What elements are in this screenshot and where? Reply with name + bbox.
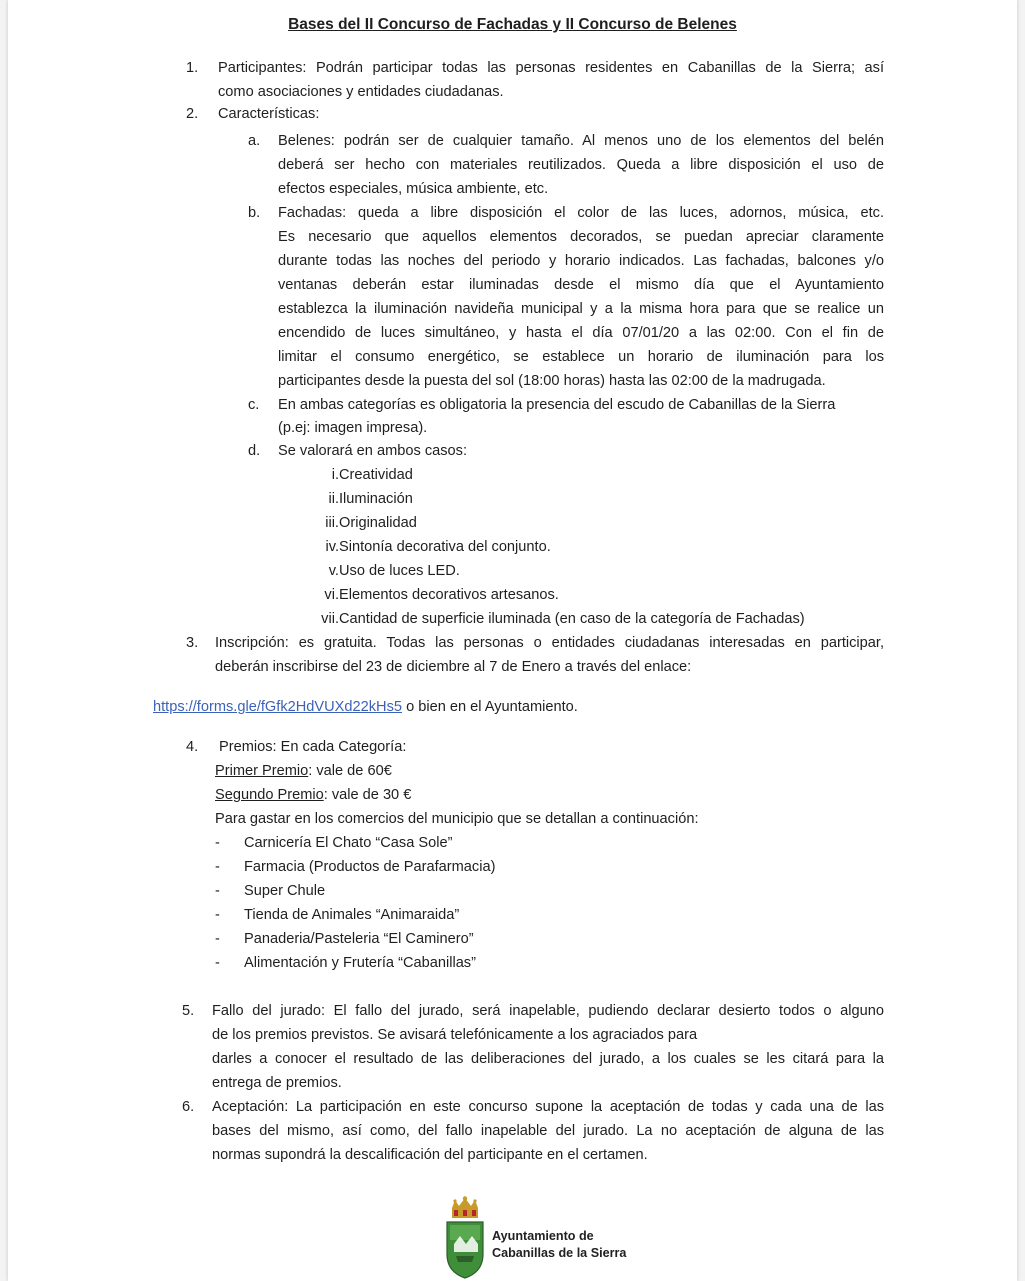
sub-item-b-line: Fachadas: queda a libre disposición el color de las luces, adornos, música, etc. [278,205,884,221]
coat-of-arms-icon [442,1196,488,1280]
municipality-name [492,1228,626,1262]
shop-item: Alimentación y Frutería “Cabanillas” [244,955,476,971]
item-6-line: bases del mismo, así como, del fallo inapelable del jurado. La no aceptación de alguna de las [212,1123,884,1139]
sub-item-c-line: (p.ej: imagen impresa). [278,420,428,436]
sub-item-b-line: participantes desde la puesta del sol (18:00 horas) hasta las 02:00 de la madrugada. [278,373,826,389]
item-5-line: darles a conocer el resultado de las deliberaciones del jurado, a los cuales se les citará para la [212,1051,884,1067]
item-1-line: Participantes: Podrán participar todas las personas residentes en Cabanillas de la Sierra; así [218,60,884,76]
sub-item-b-line: limitar el consumo energético, se establece un horario de iluminación para los [278,349,884,365]
shop-item: Tienda de Animales “Animaraida” [244,907,460,923]
document-page [8,0,1017,1281]
item-number: 5. [182,1003,195,1019]
item-5-line: de los premios previstos. Se avisará telefónicamente a los agraciados para [212,1027,698,1043]
item-5-line: Fallo del jurado: El fallo del jurado, será inapelable, pudiendo declarar desierto todos o alguno [212,1003,884,1019]
prizes-heading: Premios: En cada Categoría: [219,739,407,755]
item-number: 1. [186,60,199,76]
criteria-item: Originalidad [339,515,417,531]
sub-item-b-line: establezca la iluminación navideña municipal y a la misma hora para que se realice un [278,301,884,317]
sub-item-b-line: durante todas las noches del periodo y horario indicados. Las fachadas, balcones y/o [278,253,884,269]
municipality-name-line: Cabanillas de la Sierra [492,1246,627,1260]
roman-mark: iii. [325,515,339,531]
document-title: Bases del II Concurso de Fachadas y II Concurso de Belenes [288,16,737,33]
item-5-line: entrega de premios. [212,1075,342,1091]
dash-bullet: - [215,907,220,923]
dash-bullet: - [215,883,220,899]
dash-bullet: - [215,835,220,851]
sub-item-b-line: ventanas deberán estar iluminadas desde el mismo día que el Ayuntamiento [278,277,884,293]
registration-link[interactable]: https://forms.gle/fGfk2HdVUXd22kHs5 [153,699,403,715]
item-1-line: como asociaciones y entidades ciudadanas. [218,84,504,100]
registration-link-tail: o bien en el Ayuntamiento. [402,699,578,715]
dash-bullet: - [215,859,220,875]
sub-item-a-line: Belenes: podrán ser de cualquier tamaño. Al menos uno de los elementos del belén [278,133,884,149]
criteria-item: Uso de luces LED. [339,563,460,579]
shop-item: Farmacia (Productos de Parafarmacia) [244,859,496,875]
registration-line [153,699,578,715]
criteria-item: Sintonía decorativa del conjunto. [339,539,551,555]
item-number: 3. [186,635,199,651]
shops-intro: Para gastar en los comercios del municipio que se detallan a continuación: [215,811,699,827]
shop-item: Super Chule [244,883,326,899]
second-prize-value: : vale de 30 € [323,787,412,803]
sub-item-a-line: deberá ser hecho con materiales reutilizados. Queda a libre disposición el uso de [278,157,884,173]
sub-item-mark: b. [248,205,261,221]
dash-bullet: - [215,931,220,947]
item-number: 4. [186,739,199,755]
roman-mark: vi. [324,587,339,603]
first-prize [215,763,392,779]
roman-mark: vii. [321,611,339,627]
municipality-name-line: Ayuntamiento de [492,1229,594,1243]
criteria-item: Cantidad de superficie iluminada (en caso de la categoría de Fachadas) [339,611,805,627]
roman-mark: i. [331,467,339,483]
item-6-line: normas supondrá la descalificación del participante en el certamen. [212,1147,648,1163]
criteria-item: Iluminación [339,491,413,507]
sub-item-mark: d. [248,443,261,459]
sub-item-c-line: En ambas categorías es obligatoria la presencia del escudo de Cabanillas de la Sierra [278,397,836,413]
criteria-item: Elementos decorativos artesanos. [339,587,559,603]
item-2-heading: Características: [218,106,320,122]
item-3-line: Inscripción: es gratuita. Todas las personas o entidades ciudadanas interesadas en participar, [215,635,884,651]
sub-item-a-line: efectos especiales, música ambiente, etc. [278,181,549,197]
roman-mark: iv. [325,539,339,555]
sub-item-b-line: encendido de luces simultáneo, y hasta el día 07/01/20 a las 02:00. Con el fin de [278,325,884,341]
item-3-line: deberán inscribirse del 23 de diciembre al 7 de Enero a través del enlace: [215,659,692,675]
first-prize-label: Primer Premio [215,763,309,779]
second-prize-label: Segundo Premio [215,787,324,803]
shop-item: Carnicería El Chato “Casa Sole” [244,835,453,851]
item-6-line: Aceptación: La participación en este concurso supone la aceptación de todas y cada una de las [212,1099,884,1115]
document-body [8,0,1017,1281]
sub-item-mark: c. [248,397,260,413]
second-prize [215,787,411,803]
first-prize-value: : vale de 60€ [308,763,392,779]
roman-mark: v. [328,563,339,579]
shop-item: Panaderia/Pasteleria “El Caminero” [244,931,474,947]
sub-item-b-line: Es necesario que aquellos elementos decorados, se puedan apreciar claramente [278,229,884,245]
sub-item-d-heading: Se valorará en ambos casos: [278,443,468,459]
dash-bullet: - [215,955,220,971]
sub-item-mark: a. [248,133,261,149]
item-number: 2. [186,106,199,122]
item-number: 6. [182,1099,195,1115]
criteria-item: Creatividad [339,467,413,483]
roman-mark: ii. [328,491,339,507]
